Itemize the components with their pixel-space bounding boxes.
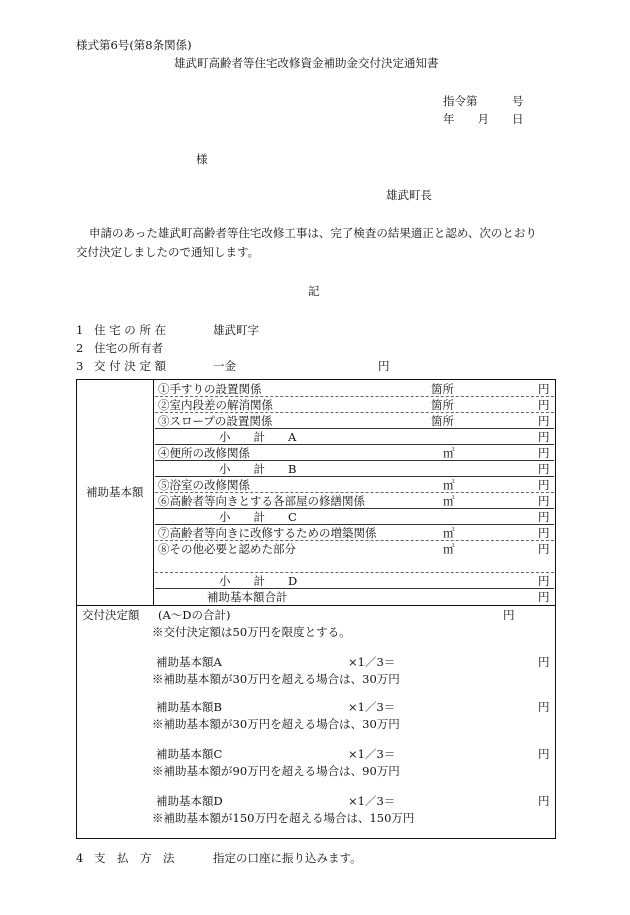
item1-value: 雄武町字	[213, 323, 259, 337]
row-qty-unit: ㎡	[443, 446, 455, 460]
reference-number: 指令第 号	[443, 94, 524, 108]
row-qty-unit: ㎡	[443, 478, 455, 492]
row-yen-unit: 円	[538, 478, 550, 492]
row-yen-unit: 円	[538, 542, 550, 556]
subtotal-c-label: 小 計 C	[219, 510, 297, 524]
row-sep	[155, 476, 554, 477]
table-section-divider	[77, 605, 555, 606]
row-sep	[155, 460, 554, 461]
calc-b-unit: 円	[538, 700, 550, 714]
calc-b-label: 補助基本額B	[156, 700, 222, 714]
row-qty-unit: ㎡	[443, 526, 455, 540]
recipient-honorific: 様	[196, 152, 208, 166]
decision-label: 交付決定額	[82, 608, 140, 622]
document-title: 雄武町高齢者等住宅改修資金補助金交付決定通知書	[174, 56, 439, 70]
row-sep	[155, 588, 554, 589]
row-qty-unit: 箇所	[431, 398, 454, 412]
row-yen-unit: 円	[538, 494, 550, 508]
row-yen-unit: 円	[538, 430, 550, 444]
item1-number: 1	[76, 323, 84, 337]
row-label: ⑧その他必要と認めた部分	[158, 542, 296, 556]
item4-number: 4	[76, 851, 84, 865]
item4-label: 支 払 方 法	[94, 851, 175, 865]
row-label: ②室内段差の解消関係	[158, 398, 273, 412]
item2-number: 2	[76, 341, 84, 355]
row-label: ③スロープの設置関係	[158, 414, 273, 428]
notice-paragraph-line1: 申請のあった雄武町高齢者等住宅改修工事は、完了検査の結果適正と認め、次のとおり	[89, 226, 537, 240]
subtotal-b-label: 小 計 B	[219, 462, 297, 476]
row-sep	[155, 444, 554, 445]
row-sep	[155, 428, 554, 429]
row-label: ①手すりの設置関係	[158, 382, 262, 396]
table-divider-left	[153, 380, 154, 605]
row-yen-unit: 円	[538, 382, 550, 396]
row-qty-unit: ㎡	[443, 494, 455, 508]
decision-sum-label: (A～Dの合計)	[158, 608, 231, 622]
calc-d-label: 補助基本額D	[156, 794, 223, 808]
calc-a-formula: ×1／3＝	[348, 655, 396, 669]
calc-c-label: 補助基本額C	[156, 747, 223, 761]
row-yen-unit: 円	[538, 574, 550, 588]
row-qty-unit: ㎡	[443, 542, 455, 556]
row-yen-unit: 円	[538, 414, 550, 428]
calc-d-note: ※補助基本額が150万円を超える場合は、150万円	[152, 811, 415, 825]
calc-d-formula: ×1／3＝	[348, 794, 396, 808]
row-sep	[155, 412, 554, 413]
row-qty-unit: 箇所	[431, 382, 454, 396]
calc-d-unit: 円	[538, 794, 550, 808]
subtotal-d-label: 小 計 D	[219, 574, 298, 588]
form-number: 様式第6号(第8条関係)	[76, 38, 192, 52]
row-yen-unit: 円	[538, 590, 550, 604]
decision-limit-note: ※交付決定額は50万円を限度とする。	[152, 625, 351, 639]
row-label: ⑦高齢者等向きに改修するための増築関係	[158, 526, 377, 540]
calc-c-formula: ×1／3＝	[348, 747, 396, 761]
row-label: ⑥高齢者等向きとする各部屋の修繕関係	[158, 494, 365, 508]
row-label: ⑤浴室の改修関係	[158, 478, 250, 492]
item3-prefix: 一金	[213, 359, 236, 373]
calc-a-note: ※補助基本額が30万円を超える場合は、30万円	[152, 672, 400, 686]
item3-number: 3	[76, 359, 84, 373]
calc-b-note: ※補助基本額が30万円を超える場合は、30万円	[152, 717, 400, 731]
row-sep	[155, 508, 554, 509]
calc-a-label: 補助基本額A	[156, 655, 222, 669]
row-yen-unit: 円	[538, 526, 550, 540]
item3-label: 交 付 決 定 額	[94, 359, 167, 373]
total-label: 補助基本額合計	[207, 590, 288, 604]
row-sep	[155, 396, 554, 397]
calc-c-note: ※補助基本額が90万円を超える場合は、90万円	[152, 764, 400, 778]
row-yen-unit: 円	[538, 446, 550, 460]
ki-heading: 記	[308, 284, 320, 298]
issue-date: 年 月 日	[443, 112, 524, 126]
issuer-name: 雄武町長	[386, 188, 432, 202]
calc-a-unit: 円	[538, 655, 550, 669]
notice-paragraph-line2: 交付決定しましたので通知します。	[76, 245, 260, 259]
row-label: ④便所の改修関係	[158, 446, 250, 460]
row-yen-unit: 円	[538, 510, 550, 524]
row-sep	[155, 492, 554, 493]
item4-value: 指定の口座に振り込みます。	[213, 851, 362, 865]
row-sep	[155, 524, 554, 525]
table-left-label: 補助基本額	[86, 485, 144, 499]
decision-sum-unit: 円	[503, 608, 515, 622]
item1-label: 住 宅 の 所 在	[94, 323, 167, 337]
row-qty-unit: 箇所	[431, 414, 454, 428]
calc-b-formula: ×1／3＝	[348, 700, 396, 714]
item3-unit: 円	[378, 359, 390, 373]
calc-c-unit: 円	[538, 747, 550, 761]
row-sep	[155, 540, 554, 541]
row-yen-unit: 円	[538, 398, 550, 412]
item2-label: 住宅の所有者	[94, 341, 163, 355]
subtotal-a-label: 小 計 A	[219, 430, 297, 444]
row-yen-unit: 円	[538, 462, 550, 476]
row-sep	[155, 572, 554, 573]
